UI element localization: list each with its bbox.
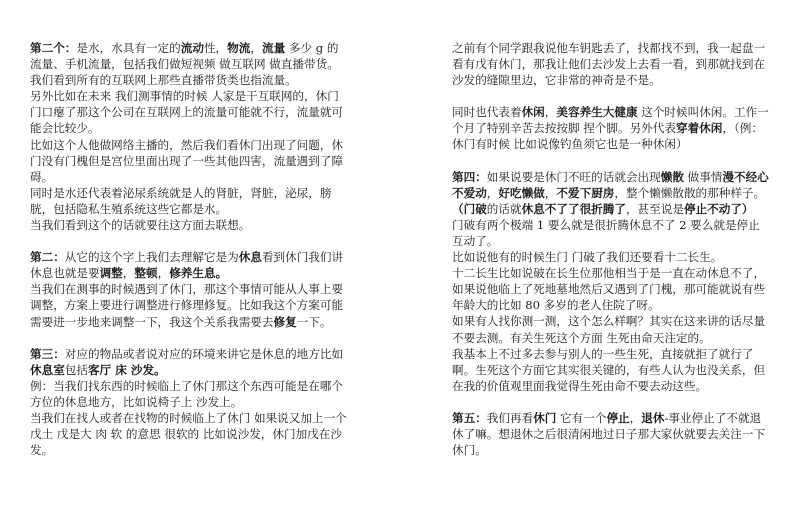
paragraph xyxy=(30,217,348,233)
bold-text: 不爱下厨房 xyxy=(556,185,615,200)
text-run: 性， xyxy=(203,41,228,55)
paragraph xyxy=(452,104,770,152)
text-run: 十二长生比如说破在长生位那他相当于是一直在动休息不了， 如果说他临上了死地墓地然后又遇到了门槐，那可能就说有些年龄大的比如 80 多岁的老人住院了呀。 xyxy=(452,266,766,313)
bold-text: 穿着休闲 xyxy=(675,121,723,136)
text-run: 如果有人找你测一测，这个怎么样啊？其实在这来讲的话尽量不要去测。有关生死这个方面 生死由命天注定的。 xyxy=(452,314,766,345)
bold-text: 第四： xyxy=(452,169,487,184)
text-run: ， xyxy=(544,105,557,120)
bold-text: 修养生息。 xyxy=(169,266,228,281)
text-run: 同时也代表着 xyxy=(452,105,522,120)
text-run: 当我们在测事的时候遇到了休门，那这个事情可能从人事上要调整，方案上要进行调整进行修理修复。比如我这个方案可能需要进一步地来调整一下，我这个关系我需要去 xyxy=(30,282,344,329)
text-run: 如果说要是休门不旺的话就会出现 xyxy=(486,169,661,184)
text-run: 这个时候叫休闲。工作一个月了特别辛苦去按按脚 捏个脚。另外代表 xyxy=(452,105,769,136)
bold-text: 休息不了了很折腾了 xyxy=(521,201,626,216)
paragraph xyxy=(452,249,770,265)
text-run: 做事情 xyxy=(683,169,723,184)
paragraph xyxy=(30,346,348,378)
paragraph xyxy=(452,410,770,458)
right-column xyxy=(452,40,770,458)
bold-text: 休闲 xyxy=(521,105,545,120)
text-run: 一下。 xyxy=(296,314,332,329)
text-run: 我基本上不过多去参与别人的一些生死，直接就拒了就行了啊。生死这个方面它其实很关键的，有些人认为也没关系，但在我的价值观里面我觉得生死由命不要去动这些。 xyxy=(452,346,766,393)
text-run: 多少 g 的流量、手机流量，包括我们做短视频 做互联网 做直播带货。我们看到所有的互联网上那些直播带货类也指流量。 xyxy=(30,41,339,88)
bold-text: 美容养生大健康 xyxy=(556,105,638,120)
paragraph xyxy=(452,313,770,345)
bold-text: 客厅 床 沙发。 xyxy=(88,362,166,377)
text-run: ， xyxy=(122,266,135,281)
paragraph-gap xyxy=(452,394,770,410)
text-run: 当我们看到这个的话就要往这方面去联想。 xyxy=(30,218,251,233)
text-run: -事业停止了不就退休了嘛。想退休之后很清闲地过日子那大家伙就要去关注一下休门。 xyxy=(452,410,766,458)
paragraph-gap xyxy=(452,153,770,169)
bold-text: 停止 xyxy=(606,410,630,425)
text-run: 是水，水具有一定的 xyxy=(76,41,181,55)
paragraph xyxy=(30,378,348,410)
bold-text: 漫不经心 不爱动 xyxy=(452,169,769,200)
text-run: ， xyxy=(629,410,642,425)
paragraph xyxy=(452,346,770,394)
text-run: 我们再看 xyxy=(486,410,534,425)
bold-text: 退休 xyxy=(641,410,665,425)
text-run: 看到休门我们讲休息也就是要 xyxy=(30,250,344,281)
text-run: ，甚至说是 xyxy=(625,201,684,216)
paragraph xyxy=(30,88,348,136)
paragraph-gap xyxy=(30,233,348,249)
bold-text: （门破 xyxy=(452,201,487,216)
paragraph xyxy=(30,185,348,217)
text-run: 比如这个人他做网络主播的，然后我们看休门出现了问题，休门没有门槐但是宫位里面出现了一些其他四害，流量遇到了障碍。 xyxy=(30,137,344,184)
bold-text: 好吃懒做 xyxy=(498,185,545,200)
bold-text: 停止不动了） xyxy=(683,201,754,216)
text-run: 比如说他有的时候生门 门破了我们还要看十二长生。 xyxy=(452,250,723,265)
bold-text: 流动 xyxy=(180,41,204,55)
paragraph xyxy=(30,281,348,329)
text-run: ， xyxy=(250,41,262,55)
paragraph xyxy=(30,40,348,88)
text-run: 对应的物品或者说对应的环境来讲它是休息的地方比如 xyxy=(64,346,344,361)
text-run: 另外比如在未来 我们测事情的时候 人家是干互联网的，休门门口瘪了那这个公司在互联网上的流量可能就不行，流量就可能会比较少。 xyxy=(30,89,344,136)
bold-text: 整顿 xyxy=(134,266,158,281)
paragraph xyxy=(30,249,348,281)
text-run: 门破有两个极端 1 要么就是很折腾休息不了 2 要么就是停止互动了。 xyxy=(452,217,760,248)
text-run: ， xyxy=(544,185,557,200)
paragraph xyxy=(452,201,770,217)
bold-text: 修复 xyxy=(273,314,297,329)
bold-text: 休门 xyxy=(533,410,557,425)
bold-text: 第五： xyxy=(452,410,487,425)
text-run: ，（例：休门有时候 比如说像钓鱼须它也是一种休闲） xyxy=(452,121,763,152)
paragraph xyxy=(30,137,348,185)
bold-text: 流量 xyxy=(261,41,286,55)
bold-text: 物流 xyxy=(227,41,251,55)
bold-text: 休息室 xyxy=(30,362,65,377)
bold-text: 第二： xyxy=(30,250,65,265)
text-run: 的话就 xyxy=(486,201,522,216)
text-run: 同时是水还代表着泌尿系统就是人的肾脏，肾脏，泌尿，膀胱，包括隐私生殖系统这些它都是水。 xyxy=(30,185,332,216)
text-run: ， xyxy=(486,185,499,200)
text-run: 当我们在找人或者在找物的时候临上了休门 如果说又加上一个戊土 戊是大 肉 软 的意思 很软的 比如说沙发，休门加戊在沙发。 xyxy=(30,410,347,458)
text-run: 它有一个 xyxy=(556,410,607,425)
paragraph xyxy=(452,217,770,249)
bold-text: 懒散 xyxy=(660,169,684,184)
bold-text: 第二个： xyxy=(30,41,77,55)
paragraph-gap xyxy=(452,88,770,104)
bold-text: 休息 xyxy=(238,250,262,265)
text-run: 从它的这个字上我们去理解它是为 xyxy=(64,250,239,265)
bold-text: 调整 xyxy=(99,266,123,281)
text-run: 之前有个同学跟我说他车钥匙丢了，找都找不到，我一起盘一看有戊有休门，那我让他们去沙发上去看一看，到那就找到在沙发的缝隙里边，它非常的神奇是不是。 xyxy=(452,41,766,88)
paragraph xyxy=(452,40,770,88)
text-run: 例：当我们找东西的时候临上了休门那这个东西可能是在哪个方位的休息地方，比如说椅子上 沙发上。 xyxy=(30,378,344,409)
paragraph xyxy=(452,265,770,313)
text-run: ， xyxy=(157,266,170,281)
paragraph xyxy=(452,169,770,201)
left-column xyxy=(30,40,348,458)
text-run: ，整个懒懒散散的那种样子。 xyxy=(614,185,766,200)
text-run: 包括 xyxy=(64,362,88,377)
paragraph xyxy=(30,410,348,458)
bold-text: 第三： xyxy=(30,346,65,361)
paragraph-gap xyxy=(30,330,348,346)
